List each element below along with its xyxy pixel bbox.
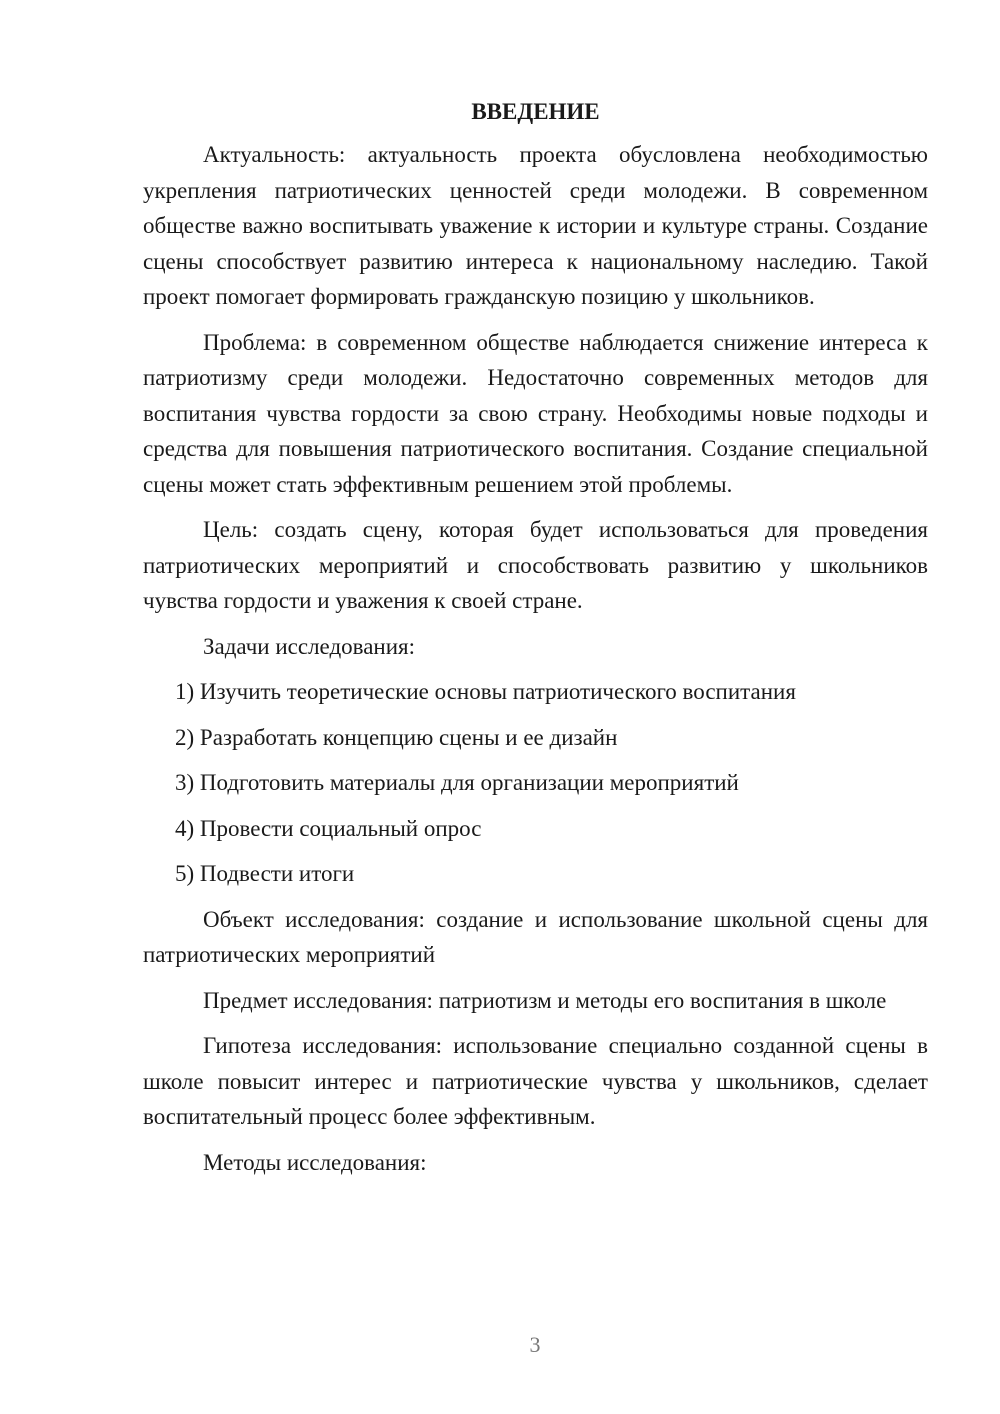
paragraph-methods-heading: Методы исследования: (203, 1149, 427, 1175)
paragraph-object: Объект исследования: создание и использование школьной сцены для патриотических мероприятий (143, 906, 928, 967)
paragraph-goal: Цель: создать сцену, которая будет использоваться для проведения патриотических мероприятий и способствовать развитию у школьников чувства гордости и уважения к своей стране. (143, 517, 928, 613)
page-number: 3 (529, 1332, 541, 1357)
task-list (143, 674, 928, 892)
paragraph-hypothesis: Гипотеза исследования: использование специально созданной сцены в школе повысит интерес и патриотические чувства у школьников, сделает воспитательный процесс более эффективным. (143, 1033, 928, 1129)
paragraph-problem: Проблема: в современном обществе наблюдается снижение интереса к патриотизму среди молодежи. Недостаточно современных методов для воспитания чувства гордости за свою страну. Необходимы новые подходы и средства для повышения патриотического воспитания. Создание специальной сцены может стать эффективным решением этой проблемы. (143, 329, 928, 497)
task-item: 5) Подвести итоги (175, 861, 355, 886)
task-item: 3) Подготовить материалы для организации мероприятий (175, 770, 739, 795)
task-item: 4) Провести социальный опрос (175, 815, 482, 841)
paragraph-subject: Предмет исследования: патриотизм и методы его воспитания в школе (203, 987, 887, 1013)
task-item: 1) Изучить теоретические основы патриотического воспитания (175, 679, 796, 704)
paragraph-relevance: Актуальность: актуальность проекта обусловлена необходимостью укрепления патриотических ценностей среди молодежи. В современном обществе важно воспитывать уважение к истории и культуре страны. Создание сцены способствует развитию интереса к национальному наследию. Такой проект помогает формировать гражданскую позицию у школьников. (143, 142, 928, 309)
section-title: ВВЕДЕНИЕ (471, 99, 600, 124)
task-item: 2) Разработать концепцию сцены и ее дизайн (175, 724, 618, 750)
page-content (143, 94, 928, 1190)
paragraph-tasks-heading: Задачи исследования: (203, 633, 416, 659)
